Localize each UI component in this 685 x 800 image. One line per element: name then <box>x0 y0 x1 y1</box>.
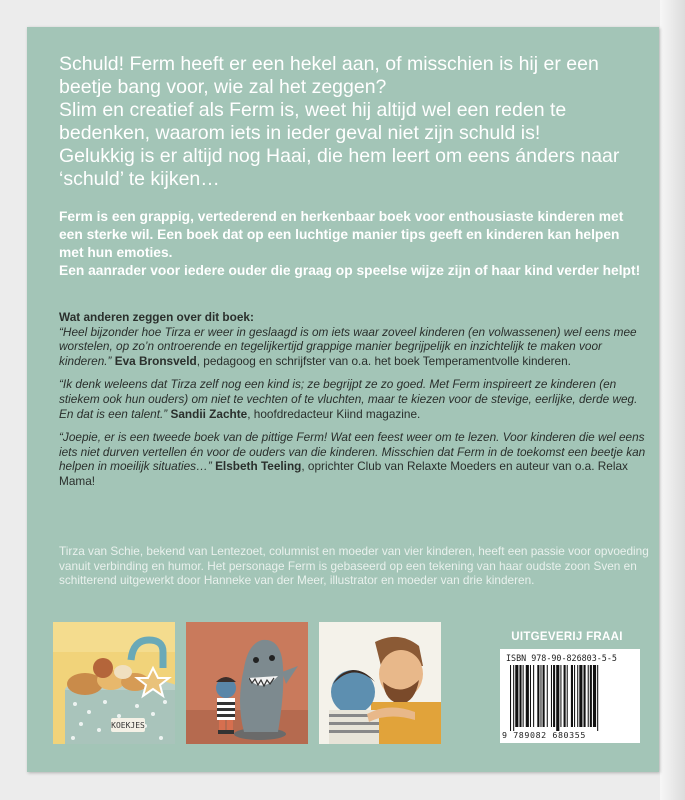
review-quote: “Joepie, er is een tweede boek van de pittige Ferm! Wat een feest weer om te lezen. Voor kinderen die wel eens iets niet durven vertellen én voor de ouders van die kinderen. Misschien dat Ferm in de toekomst een beetje kan helpen in moeilijk situaties…” <box>59 430 646 474</box>
review-author-role: , hoofdredacteur Kiind magazine. <box>247 406 421 421</box>
author-bio-text: Tirza van Schie, bekend van Lentezoet, columnist en moeder van vier kinderen, heeft een passie voor opvoeding vanuit verbinding en humor. Het personage Ferm is gebaseerd op een tekening van haar oudste zoon Sven en schitterend uitgewerkt door Hanneke van der Meer, illustrator en moeder van drie kinderen. <box>59 544 649 588</box>
review-author: Elsbeth Teeling <box>215 459 302 474</box>
cookie-jar-illustration <box>53 622 175 744</box>
intro-line-3: Gelukkig is er altijd nog Haai, die hem leert om eens ánders naar ‘schuld’ te kijken… <box>59 145 620 190</box>
intro-line-1: Schuld! Ferm heeft er een hekel aan, of misschien is hij er een beetje bang voor, wie zal het zeggen? <box>59 53 599 98</box>
boy-shark-image <box>186 622 308 744</box>
hug-image <box>319 622 441 744</box>
barcode-bars <box>500 649 640 743</box>
reviews-section <box>59 310 649 498</box>
barcode <box>500 649 640 743</box>
author-bio <box>59 544 649 588</box>
summary-paragraph-2: Een aanrader voor iedere ouder die graag op speelse wijze zijn of haar kind verder helpt! <box>59 263 641 278</box>
review-author: Eva Bronsveld <box>114 353 197 368</box>
reviews-heading: Wat anderen zeggen over dit boek: <box>59 310 254 324</box>
jar-label: KOEKJES <box>111 721 145 730</box>
review-1 <box>59 325 649 369</box>
summary-text <box>59 208 644 280</box>
review-3 <box>59 430 649 488</box>
review-quote: “Heel bijzonder hoe Tirza er weer in geslaagd is om iets waar zoveel kinderen (en volwassenen) wel eens mee worstelen, op zo’n ontroerende en tegelijkertijd grappige manier begrijpelijk en inzichtelijk te maken voor kinderen.” <box>59 324 637 368</box>
isbn-number: ISBN 978-90-826803-5-5 <box>506 653 617 663</box>
intro-text <box>59 53 644 191</box>
summary-paragraph-1: Ferm is een grappig, vertederend en herkenbaar boek voor enthousiaste kinderen met een sterke wil. Een boek dat op een luchtige manier tips geeft en kinderen kan helpen met hun emoties. <box>59 209 624 260</box>
review-author-role: , pedagoog en schrijfster van o.a. het boek Temperamentvolle kinderen. <box>196 353 571 368</box>
review-2 <box>59 377 649 421</box>
review-author-role: , oprichter Club van Relaxte Moeders en auteur van o.a. Relax Mama! <box>59 459 628 488</box>
boy-shark-illustration <box>186 622 308 744</box>
review-quote: “Ik denk weleens dat Tirza zelf nog een kind is; ze begrijpt ze zo goed. Met Ferm inspireert ze kinderen (en stiekem ook hun ouders) om niet te vechten of te vluchten, maar te kiezen voor de stevige, eerlijke, derde weg. En dat is een talent.” <box>59 377 638 421</box>
review-author: Sandii Zachte <box>170 406 248 421</box>
back-cover <box>27 27 659 772</box>
publisher-name: UITGEVERIJ FRAAI <box>511 631 623 643</box>
cookie-jar-image <box>53 622 175 744</box>
barcode-digits: 9 789082 680355 <box>502 730 586 740</box>
book-spine-edge <box>660 0 685 800</box>
hug-illustration <box>319 622 441 744</box>
intro-line-2: Slim en creatief als Ferm is, weet hij altijd wel een reden te bedenken, waarom iets in ieder geval niet zijn schuld is! <box>59 99 567 144</box>
